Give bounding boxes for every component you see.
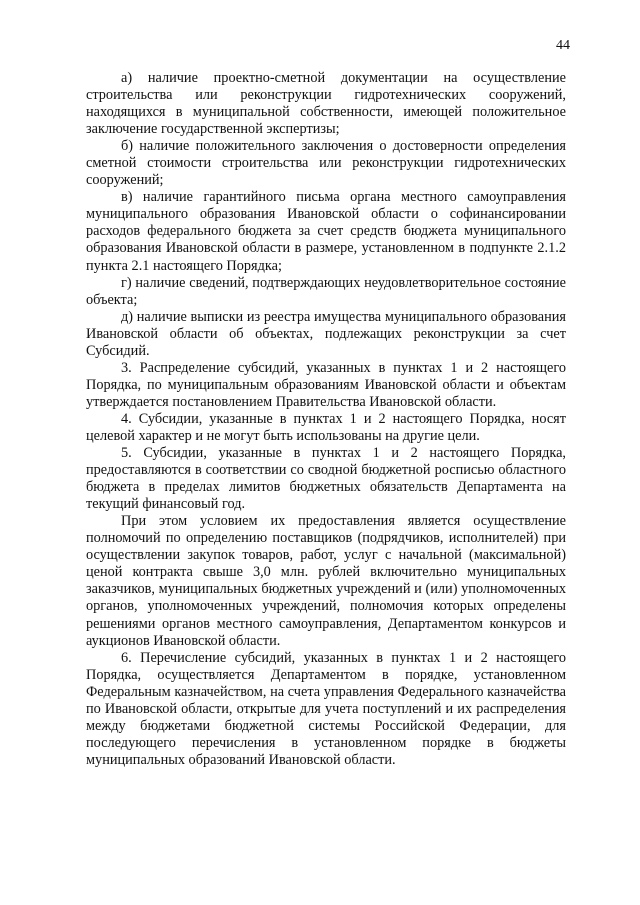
paragraph-section-3: 3. Распределение субсидий, указанных в пунктах 1 и 2 настоящего Порядка, по муниципальным образованиям Ивановской области и объектам утверждается постановлением Правительства Ивановской области. [86,359,566,410]
document-body [86,70,566,769]
paragraph-section-5: 5. Субсидии, указанные в пунктах 1 и 2 настоящего Порядка, предоставляются в соответствии со сводной бюджетной росписью областного бюджета в пределах лимитов бюджетных обязательств Департамента на текущий финансовый год. [86,445,566,513]
paragraph-item-g: г) наличие сведений, подтверждающих неудовлетворительное состояние объекта; [86,274,566,308]
paragraph-item-b: б) наличие положительного заключения о достоверности определения сметной стоимости строительства или реконструкции гидротехнических сооружений; [86,138,566,189]
paragraph-item-a: а) наличие проектно-сметной документации на осуществление строительства или реконструкции гидротехнических сооружений, находящихся в муниципальной собственности, имеющей положительное заключение государственной экспертизы; [86,70,566,138]
paragraph-section-4: 4. Субсидии, указанные в пунктах 1 и 2 настоящего Порядка, носят целевой характер и не могут быть использованы на другие цели. [86,410,566,444]
paragraph-item-v: в) наличие гарантийного письма органа местного самоуправления муниципального образования Ивановской области о софинансировании расходов федерального бюджета за счет средств бюджета муниципального образования Ивановской области в размере, установленном в подпункте 2.1.2 пункта 2.1 настоящего Порядка; [86,189,566,274]
paragraph-item-d: д) наличие выписки из реестра имущества муниципального образования Ивановской области об объектах, подлежащих реконструкции за счет Субсидий. [86,308,566,359]
paragraph-section-6: 6. Перечисление субсидий, указанных в пунктах 1 и 2 настоящего Порядка, осуществляется Департаментом в порядке, установленном Федеральным казначейством, на счета управления Федерального казначейства по Ивановской области, открытые для учета поступлений и их распределения между бюджетами бюджетной системы Российской Федерации, для последующего перечисления в установленном порядке в бюджеты муниципальных образований Ивановской области. [86,649,566,768]
page-number: 44 [556,38,570,53]
paragraph-section-5-condition: При этом условием их предоставления является осуществление полномочий по определению поставщиков (подрядчиков, исполнителей) при осуществлении закупок товаров, работ, услуг с начальной (максимальной) ценой контракта свыше 3,0 млн. рублей включительно муниципальных заказчиков, муниципальных бюджетных учреждений и (или) уполномоченных органов, уполномоченных учреждений, полномочия которых определены решениями органов местного самоуправления, Департаментом конкурсов и аукционов Ивановской области. [86,513,566,649]
